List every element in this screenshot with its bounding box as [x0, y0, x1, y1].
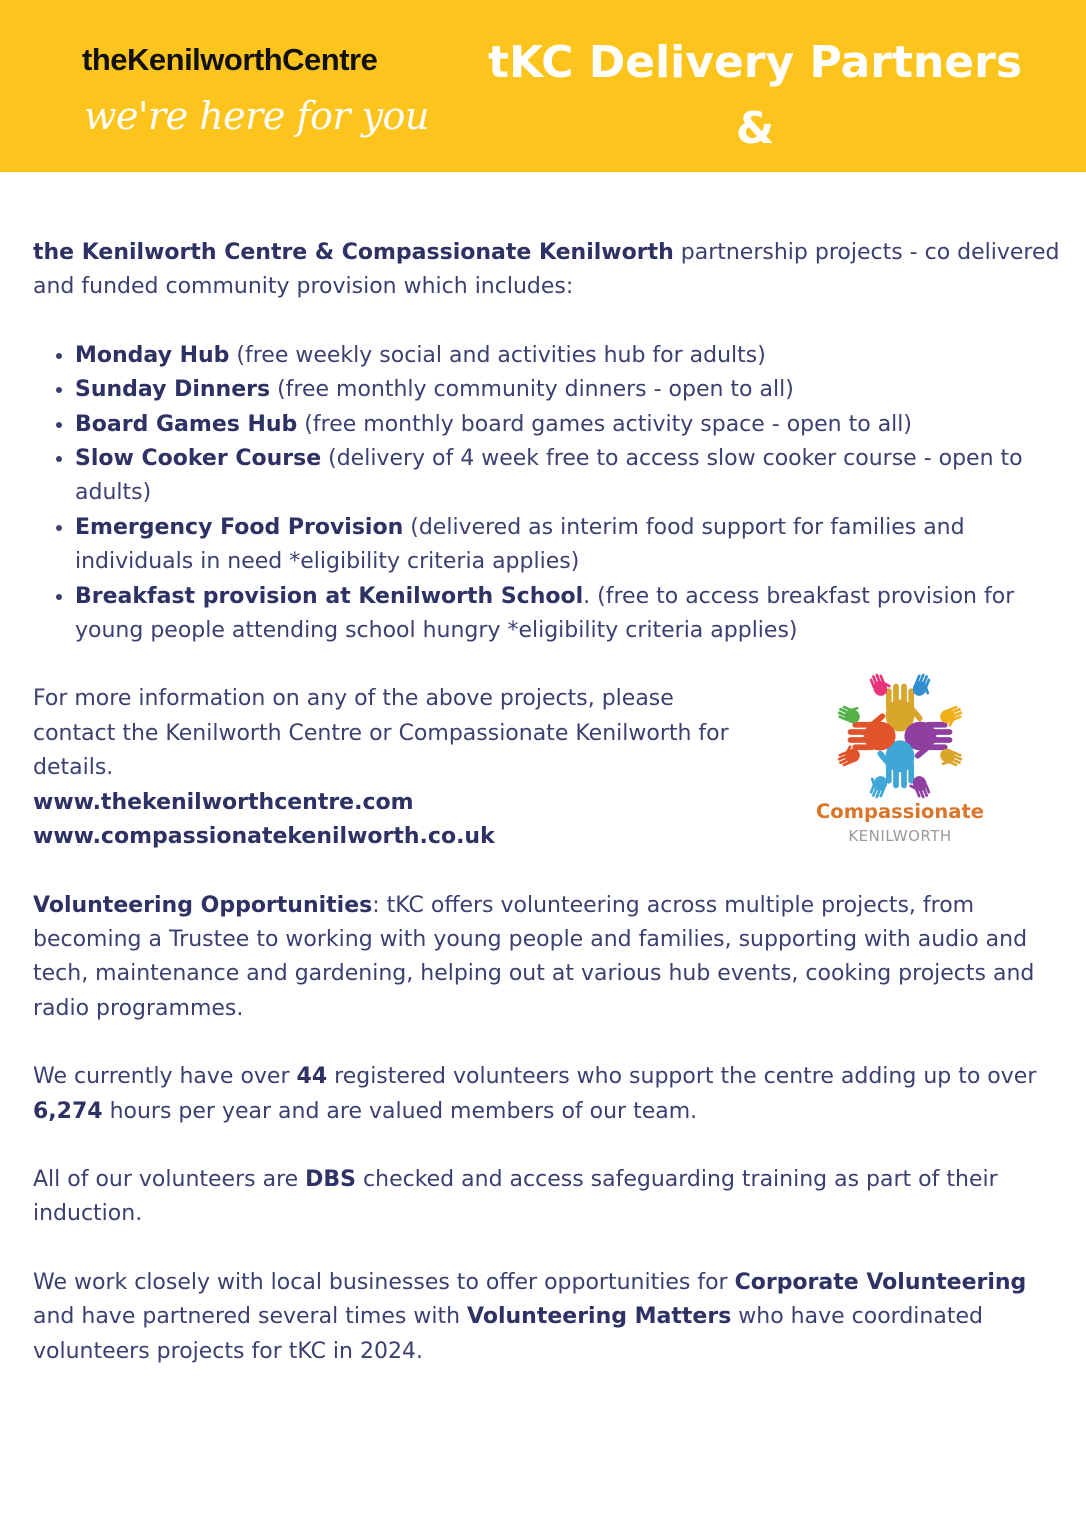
projects-list	[33, 339, 1063, 649]
project-desc: (delivered as interim food support for families and individuals in need *eligibility criteria applies)	[75, 514, 965, 575]
volunteering-text: : tKC offers volunteering across multiple projects, from becoming a Trustee to working with young people and families, supporting with audio and tech, maintenance and gardening, helping out at various hub events, cooking projects and radio programmes.	[33, 892, 1035, 1021]
project-desc: (free weekly social and activities hub for adults)	[229, 342, 766, 368]
hand-shape	[936, 747, 964, 772]
brand-name: theKenilworthCentre	[82, 42, 378, 77]
list-item	[75, 408, 1063, 442]
corporate-text-3: who have coordinated volunteers projects for tKC in 2024.	[33, 1304, 983, 1364]
intro-paragraph	[33, 236, 1063, 305]
corporate-paragraph	[33, 1266, 1063, 1369]
corporate-text-1: We work closely with local businesses to offer opportunities for	[33, 1269, 735, 1295]
hours-count: 6,274	[33, 1098, 103, 1124]
header-banner	[0, 0, 1086, 220]
volunteer-count: 44	[296, 1064, 328, 1090]
project-desc: . (free to access breakfast provision for young people attending school hungry *eligibility criteria applies)	[75, 583, 1015, 644]
page-title-line-1: tKC Delivery Partners &	[487, 37, 1023, 154]
dbs-paragraph	[33, 1163, 1063, 1232]
hand-shape	[836, 700, 864, 725]
project-desc: (delivery of 4 week free to access slow cooker course - open to adults)	[75, 446, 1023, 506]
project-name: Monday Hub	[75, 342, 230, 368]
list-item	[75, 339, 1063, 373]
dbs-text-2: checked and access safeguarding training as part of their induction.	[33, 1166, 998, 1227]
list-item	[75, 580, 1063, 649]
stats-paragraph	[33, 1060, 1063, 1129]
contact-text: For more information on any of the above projects, please contact the Kenilworth Centre or Compassionate Kenilworth for details.	[33, 686, 729, 781]
hand-shape	[911, 672, 936, 700]
project-desc: (free monthly board games activity space - open to all)	[297, 411, 912, 437]
list-item	[75, 442, 1063, 511]
stats-text-3: hours per year and are valued members of our team.	[102, 1098, 698, 1124]
hands-icon	[808, 666, 992, 800]
brand-tagline: we're here for you	[84, 94, 429, 138]
page-title-line-2: Volunteering	[595, 169, 915, 220]
intro-text: partnership projects - co delivered and funded community provision which includes:	[33, 240, 1060, 300]
dbs-text-1: All of our volunteers are	[33, 1166, 306, 1192]
stats-text-1: We currently have over	[33, 1064, 297, 1090]
corporate-bold-1: Corporate Volunteering	[734, 1269, 1027, 1295]
stats-text-2: registered volunteers who support the centre adding up to over	[327, 1064, 1037, 1090]
project-desc: (free monthly community dinners - open to all)	[270, 377, 794, 403]
volunteering-paragraph	[33, 889, 1063, 1027]
compassionate-kenilworth-logo	[808, 666, 992, 854]
logo-text: Compassionate	[815, 800, 985, 823]
project-name: Board Games Hub	[75, 411, 298, 437]
list-item	[75, 373, 1063, 407]
project-name: Breakfast provision at Kenilworth School	[75, 583, 584, 609]
list-item	[75, 511, 1063, 580]
logo-subtext: KENILWORTH	[848, 827, 952, 845]
project-name: Emergency Food Provision	[75, 514, 404, 540]
project-name: Sunday Dinners	[75, 377, 271, 403]
corporate-text-2: and have partnered several times with	[33, 1304, 468, 1330]
project-name: Slow Cooker Course	[75, 446, 322, 472]
website-link-compassionate[interactable]: www.compassionatekenilworth.co.uk	[33, 824, 495, 850]
corporate-bold-2: Volunteering Matters	[467, 1304, 732, 1330]
contact-block	[33, 682, 733, 854]
hand-shape	[864, 772, 889, 800]
volunteering-heading: Volunteering Opportunities	[33, 892, 373, 918]
page-title	[470, 30, 1040, 228]
website-link-tkc[interactable]: www.thekenilworthcentre.com	[33, 789, 414, 815]
dbs-bold: DBS	[305, 1166, 357, 1192]
intro-bold: the Kenilworth Centre & Compassionate Kenilworth	[33, 240, 674, 265]
